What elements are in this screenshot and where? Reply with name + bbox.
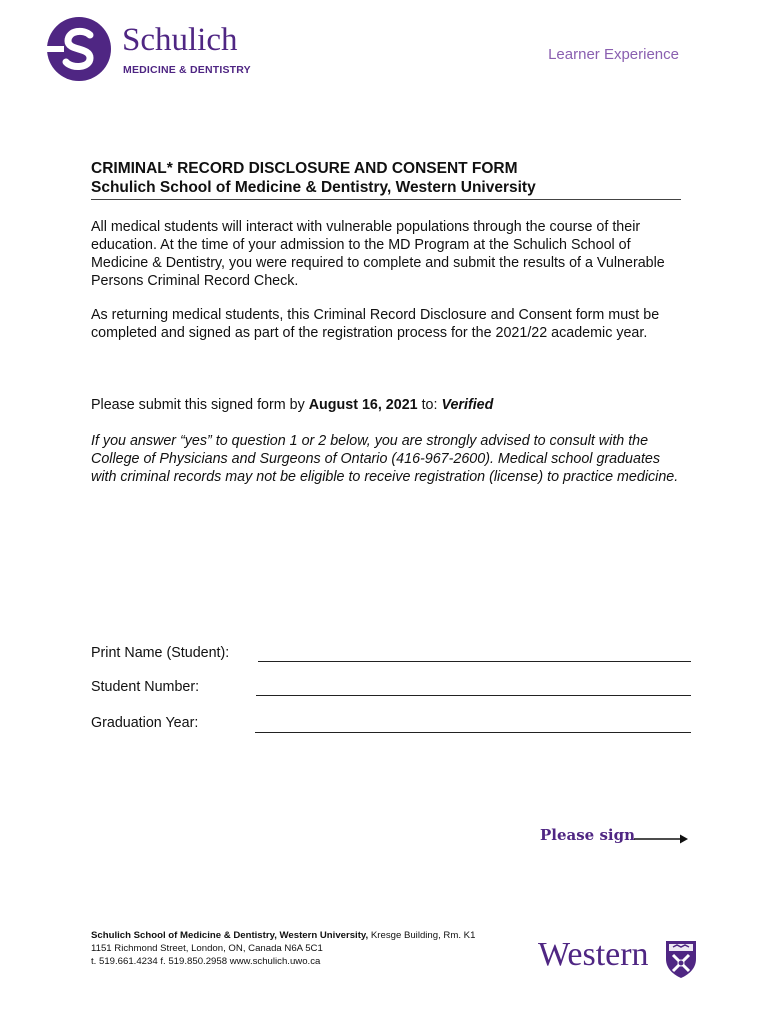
graduation-year-label: Graduation Year: bbox=[91, 715, 199, 731]
western-logo bbox=[538, 938, 700, 982]
student-number-field[interactable] bbox=[256, 695, 691, 696]
western-crest-icon bbox=[664, 939, 698, 979]
footer-line1 bbox=[91, 929, 475, 942]
footer-building: Kresge Building, Rm. K1 bbox=[368, 930, 476, 941]
intro-paragraph: All medical students will interact with vulnerable populations through the course of their education. At the time of your admission to the MD Program at the Schulich School of Medicine & Dentistry, you were required to complete and submit the results of a Vulnerable Persons Criminal Record Check. bbox=[91, 219, 665, 289]
print-name-label: Print Name (Student): bbox=[91, 645, 230, 661]
arrow-right-icon bbox=[634, 832, 688, 844]
graduation-year-field[interactable] bbox=[255, 732, 691, 733]
logo-wordmark: Schulich bbox=[122, 22, 238, 58]
footer-contact: t. 519.661.4234 f. 519.850.2958 www.schulich.uwo.ca bbox=[91, 956, 321, 967]
footer-address bbox=[91, 929, 475, 968]
logo-subtitle: MEDICINE & DENTISTRY bbox=[123, 64, 251, 76]
footer-org: Schulich School of Medicine & Dentistry, Western University, bbox=[91, 930, 369, 941]
form-title-line1: CRIMINAL* RECORD DISCLOSURE AND CONSENT FORM bbox=[91, 160, 518, 177]
deadline-date: August 16, 2021 bbox=[308, 397, 418, 413]
please-sign-label[interactable]: Please sign bbox=[540, 826, 635, 844]
advisory-paragraph: If you answer “yes” to question 1 or 2 below, you are strongly advised to consult with the College of Physicians and Surgeons of Ontario (416-967-2600). Medical school graduates with criminal records may not be eligible to receive registration (license) to practice medicine. bbox=[91, 433, 679, 485]
print-name-field[interactable] bbox=[258, 661, 691, 662]
form-title bbox=[91, 159, 681, 200]
student-number-label: Student Number: bbox=[91, 679, 200, 695]
schulich-logo bbox=[46, 16, 286, 82]
form-title-line2: Schulich School of Medicine & Dentistry, Western University bbox=[91, 179, 536, 196]
deadline-target: Verified bbox=[441, 397, 494, 413]
western-wordmark: Western bbox=[538, 936, 649, 973]
footer-street: 1151 Richmond Street, London, ON, Canada N6A 5C1 bbox=[91, 943, 323, 954]
deadline-mid: to: bbox=[417, 397, 442, 413]
returning-students-paragraph: As returning medical students, this Criminal Record Disclosure and Consent form must be completed and signed as part of the registration process for the 2021/22 academic year. bbox=[91, 307, 660, 341]
deadline-prefix: Please submit this signed form by bbox=[91, 397, 309, 413]
submission-deadline bbox=[91, 396, 681, 414]
department-label: Learner Experience bbox=[548, 46, 679, 63]
schulich-s-logo-icon bbox=[46, 16, 112, 82]
